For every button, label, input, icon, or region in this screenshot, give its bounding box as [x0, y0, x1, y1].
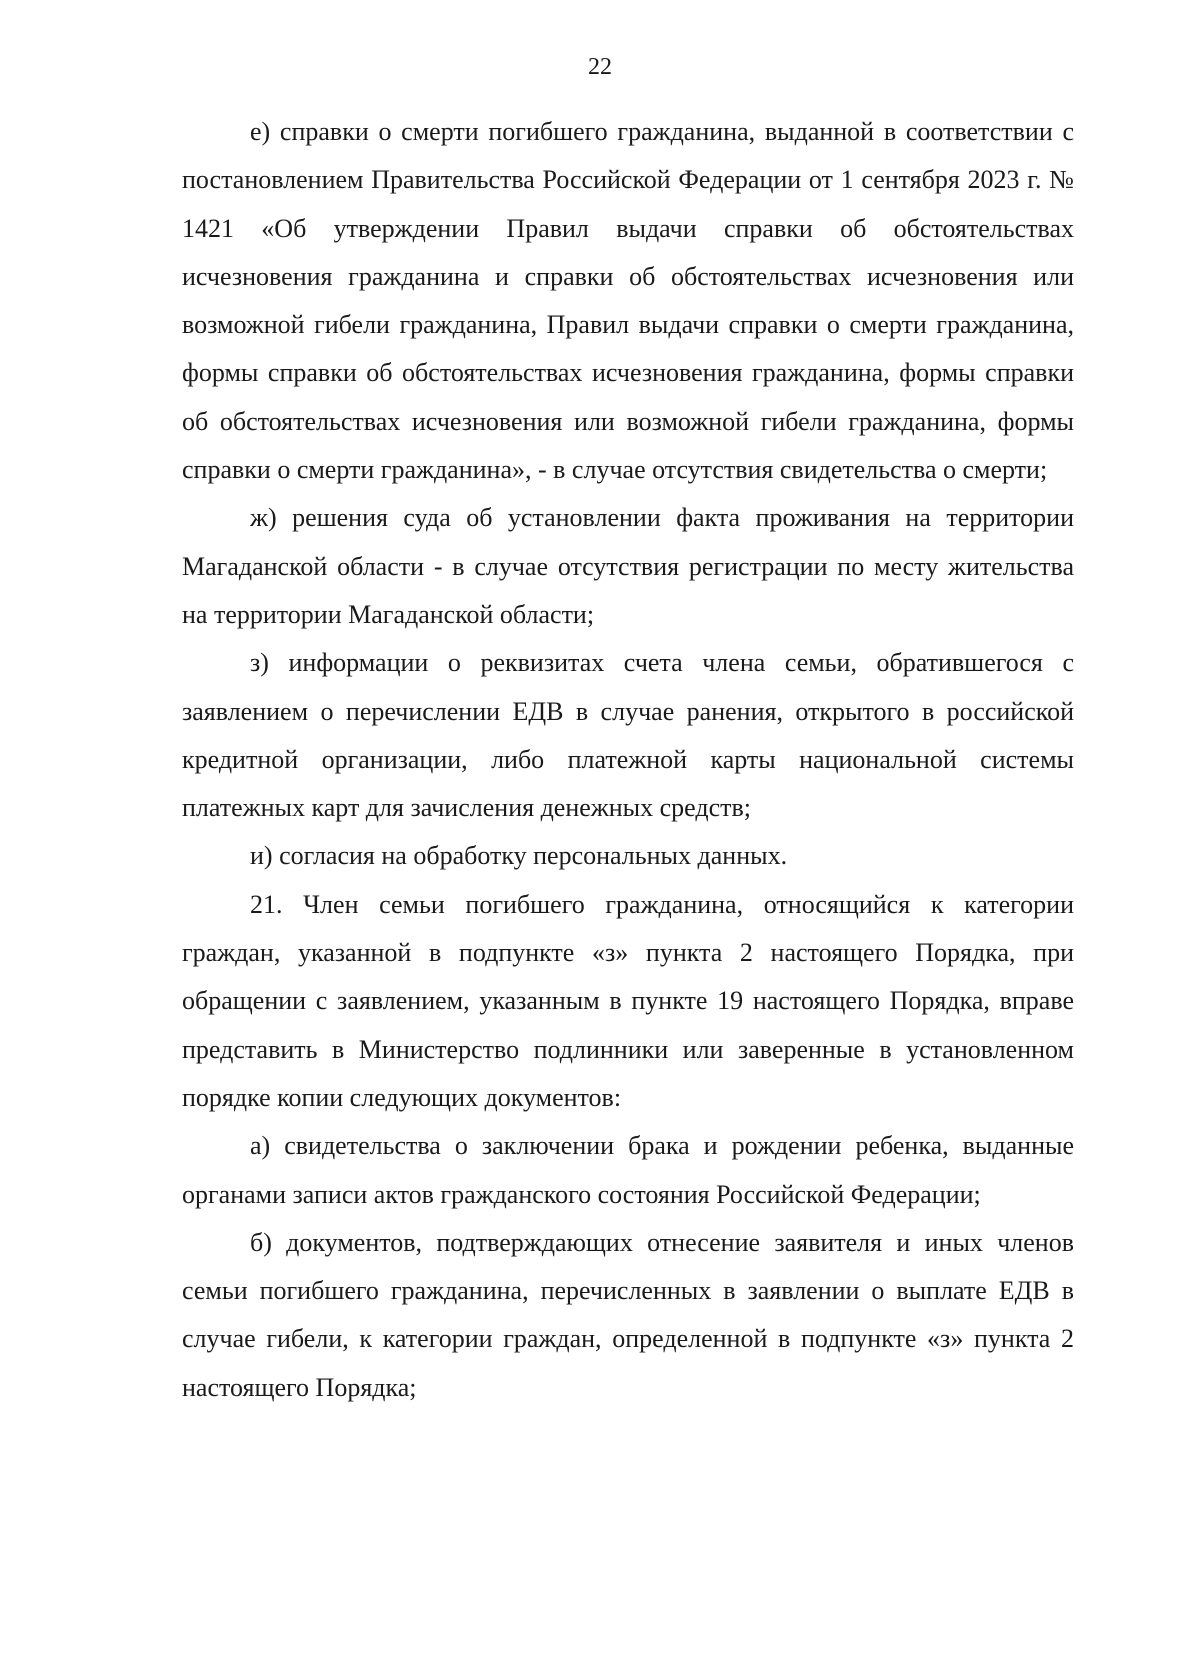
paragraph-item-zh: ж) решения суда об установлении факта проживания на территории Магаданской области - в случае отсутствия регистрации по месту жительства на территории Магаданской области; [182, 503, 1074, 629]
paragraph-item-b: б) документов, подтверждающих отнесение заявителя и иных членов семьи погибшего гражданина, перечисленных в заявлении о выплате ЕДВ в случае гибели, к категории граждан, определенной в подпункте «з» пункта 2 настоящего Порядка; [182, 1227, 1074, 1402]
document-body [182, 108, 1074, 1412]
paragraph-item-i: и) согласия на обработку персональных данных. [250, 841, 788, 871]
paragraph-item-e: е) справки о смерти погибшего гражданина, выданной в соответствии с постановлением Правительства Российской Федерации от 1 сентября 2023 г. № 1421 «Об утверждении Правил выдачи справки об обстоятельствах исчезновения гражданина и справки об обстоятельствах исчезновения или возможной гибели гражданина, Правил выдачи справки о смерти гражданина, формы справки об обстоятельствах исчезновения гражданина, формы справки об обстоятельствах исчезновения или возможной гибели гражданина, формы справки о смерти гражданина», - в случае отсутствия свидетельства о смерти; [182, 117, 1074, 485]
paragraph-item-z: з) информации о реквизитах счета члена семьи, обратившегося с заявлением о перечислении ЕДВ в случае ранения, открытого в российской кредитной организации, либо платежной карты национальной системы платежных карт для зачисления денежных средств; [182, 648, 1074, 823]
paragraph-clause-21: 21. Член семьи погибшего гражданина, относящийся к категории граждан, указанной в подпункте «з» пункта 2 настоящего Порядка, при обращении с заявлением, указанным в пункте 19 настоящего Порядка, вправе представить в Министерство подлинники или заверенные в установленном порядке копии следующих документов: [182, 889, 1074, 1112]
page-number: 22 [588, 54, 612, 80]
paragraph-item-a: а) свидетельства о заключении брака и рождении ребенка, выданные органами записи актов гражданского состояния Российской Федерации; [182, 1131, 1074, 1209]
